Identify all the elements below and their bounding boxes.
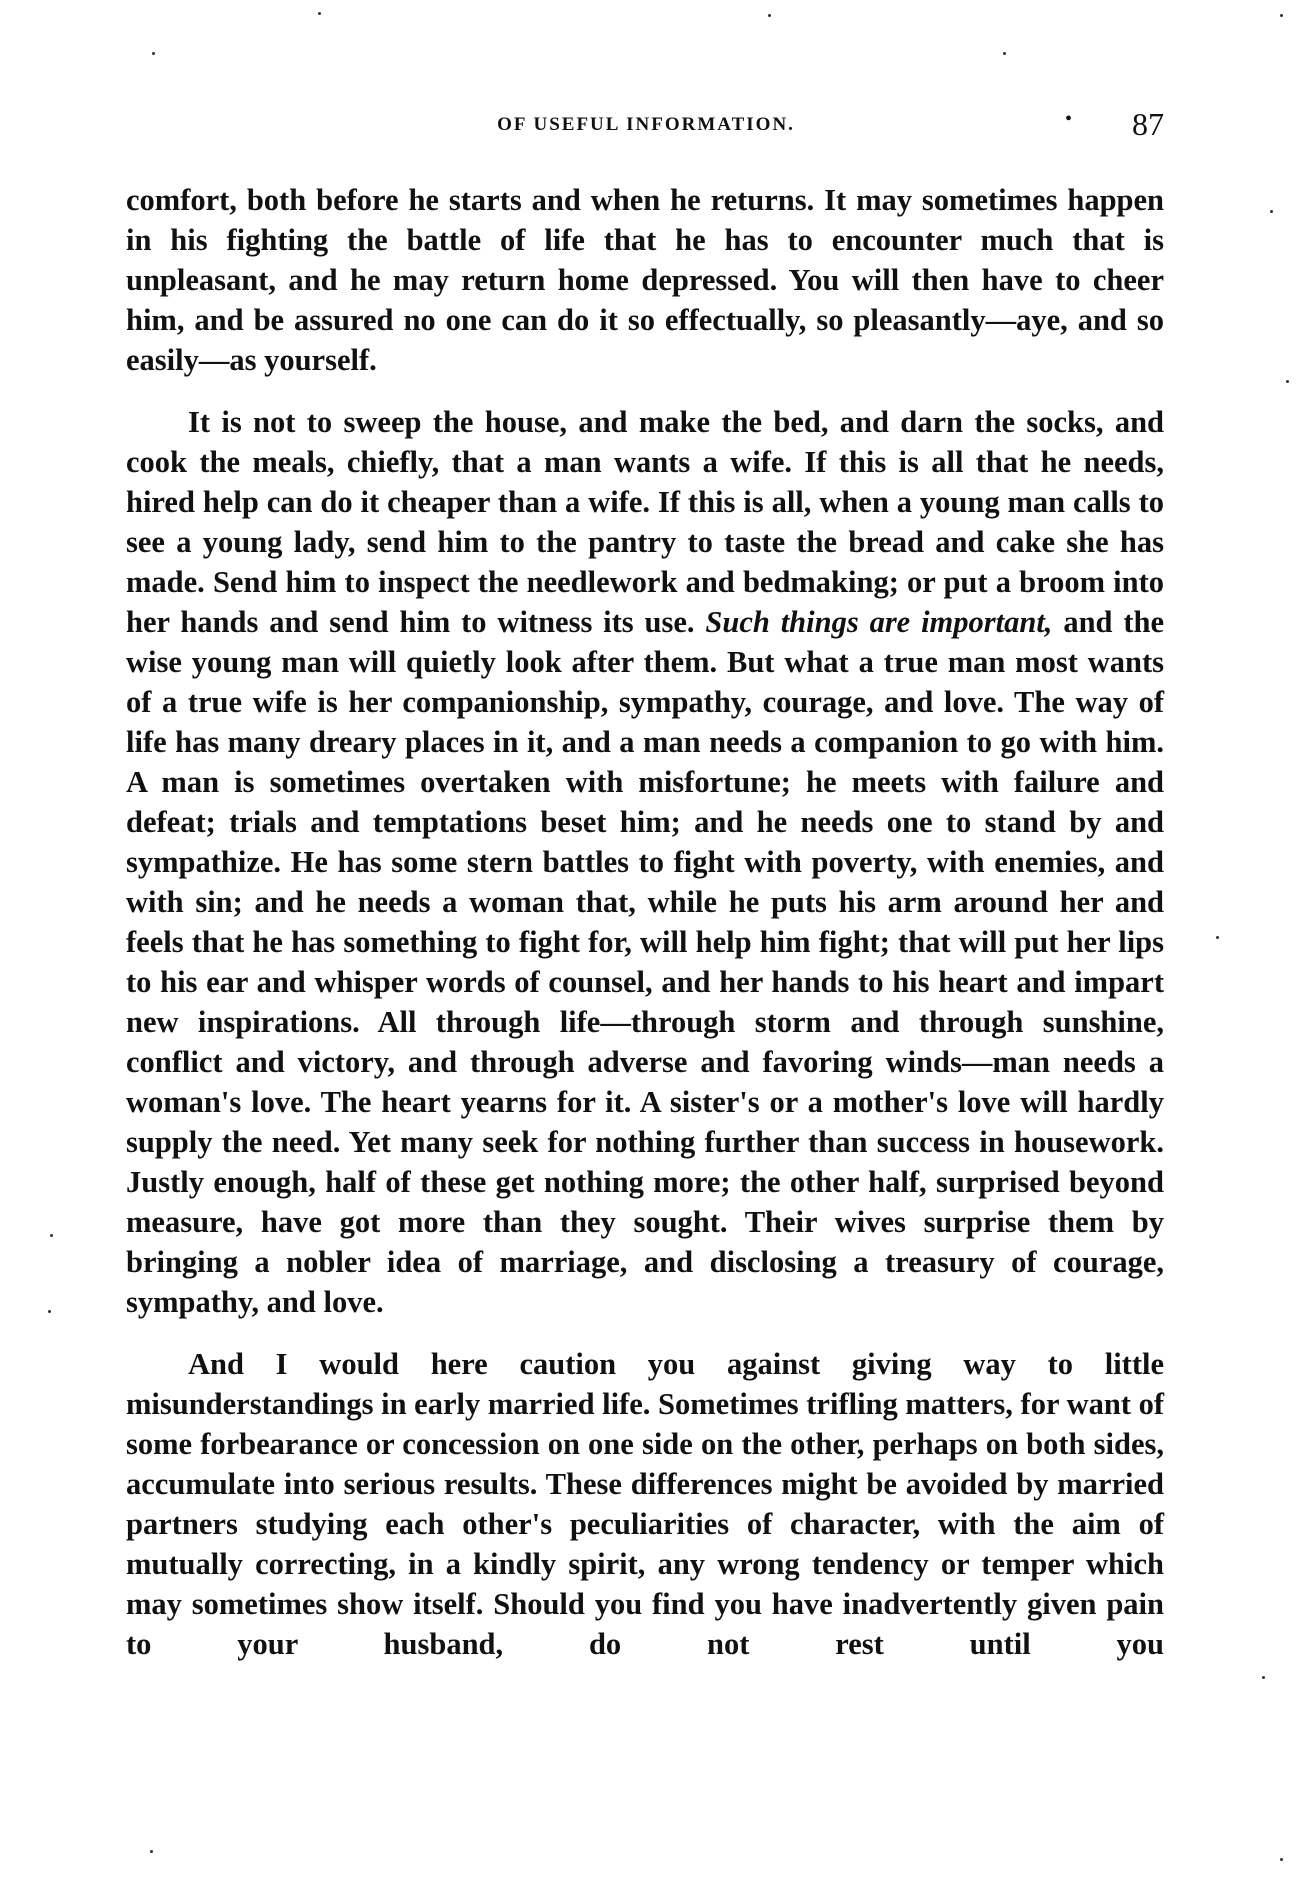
running-title: OF USEFUL INFORMATION. bbox=[497, 114, 795, 135]
paragraph-2 bbox=[126, 402, 1164, 1322]
scan-speck bbox=[1280, 1858, 1283, 1861]
body-text bbox=[126, 180, 1164, 1686]
scan-speck bbox=[152, 52, 155, 55]
scan-speck bbox=[1003, 52, 1006, 55]
paragraph-2-after: and the wise young man will quietly look after them. But what a true man most wants of a true wife is her companionship, sympathy, courage, and love. The way of life has many dreary places in it, and a man needs a companion to go with him. A man is sometimes overtaken with misfortune; he meets with failure and defeat; trials and temptations beset him; and he needs one to stand by and sympathize. He has some stern battles to fight with poverty, with enemies, and with sin; and he needs a woman that, while he puts his arm around her and feels that he has something to fight for, will help him fight; that will put her lips to his ear and whisper words of counsel, and her hands to his heart and impart new inspirations. All through life—through storm and through sunshine, conflict and victory, and through adverse and favoring winds—man needs a woman's love. The heart yearns for it. A sister's or a mother's love will hardly supply the need. Yet many seek for nothing further than success in housework. Justly enough, half of these get nothing more; the other half, surprised beyond measure, have got more than they sought. Their wives surprise them by bringing a nobler idea of marriage, and disclosing a treasury of courage, sympathy, and love. bbox=[126, 605, 1165, 1319]
scan-speck bbox=[150, 1850, 153, 1853]
scan-speck bbox=[318, 12, 321, 15]
scan-speck bbox=[768, 14, 771, 17]
emphasis-such-things: Such things are important, bbox=[705, 605, 1053, 639]
scan-speck bbox=[1280, 14, 1283, 17]
running-head bbox=[128, 104, 1164, 144]
header-dot: • bbox=[1064, 108, 1072, 130]
scan-speck bbox=[50, 1234, 53, 1237]
scan-speck bbox=[1216, 936, 1219, 939]
scan-speck bbox=[48, 1310, 51, 1313]
scan-speck bbox=[1286, 380, 1289, 383]
scan-speck bbox=[1262, 1676, 1265, 1679]
scan-speck bbox=[1270, 210, 1273, 213]
paragraph-1: comfort, both before he starts and when he returns. It may sometimes happen in his fighting the battle of life that he has to encounter much that is unpleasant, and he may return home depressed. You will then have to cheer him, and be assured no one can do it so effectually, so pleasantly—aye, and so easily—as yourself. bbox=[126, 183, 1164, 377]
paragraph-3: And I would here caution you against giving way to little misunderstandings in early married life. Sometimes trifling matters, for want of some forbearance or concession on one side on the other, perhaps on both sides, accumulate into serious results. These differences might be avoided by married partners studying each other's peculiarities of character, with the aim of mutually correcting, in a kindly spirit, any wrong tendency or temper which may sometimes show itself. Should you find you have inadvertently given pain to your husband, do not rest until you bbox=[126, 1347, 1164, 1661]
page-number: 87 bbox=[1132, 106, 1164, 142]
paragraph-2-before: It is not to sweep the house, and make the bed, and darn the socks, and cook the meals, chiefly, that a man wants a wife. If this is all that he needs, hired help can do it cheaper than a wife. If this is all, when a young man calls to see a young lady, send him to the pantry to taste the bread and cake she has made. Send him to inspect the needlework and bedmaking; or put a broom into her hands and send him to witness its use. bbox=[126, 405, 1164, 639]
